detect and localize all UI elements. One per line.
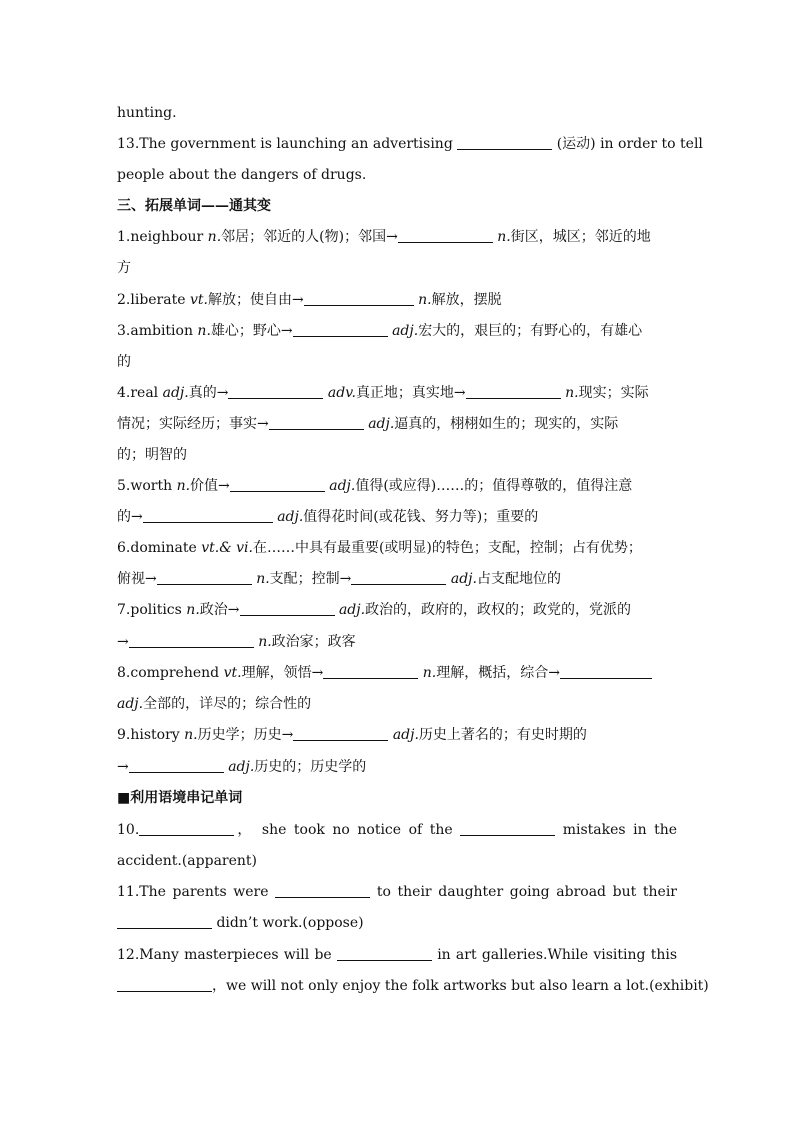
- section-heading: [117, 788, 677, 808]
- word: 6.dominate: [117, 540, 197, 556]
- item-4-line: [117, 383, 677, 403]
- definition: 价值→: [190, 478, 230, 494]
- answer-blank[interactable]: [129, 758, 224, 773]
- word: 4.real: [117, 385, 159, 401]
- text-line: [117, 445, 677, 465]
- definition: 支配；控制→: [269, 571, 352, 587]
- pos: adj.: [162, 385, 189, 401]
- definition: 宏大的，艰巨的；有野心的，有雄心: [418, 323, 643, 339]
- definition: 情况；实际经历；事实→: [117, 416, 269, 432]
- definition: 理解，领悟→: [241, 665, 324, 681]
- definition: 政治的，政府的，政权的；政党的，党派的: [365, 602, 632, 618]
- definition: 现实；实际: [578, 385, 649, 401]
- pos: n.: [186, 602, 200, 618]
- pos: adv.: [327, 385, 356, 401]
- item-1-line: [117, 227, 677, 247]
- answer-blank[interactable]: [323, 664, 418, 679]
- item-3-line: [117, 321, 677, 341]
- pos: n.: [422, 665, 437, 681]
- text: to their daughter going abroad but their: [376, 884, 677, 900]
- answer-blank[interactable]: [230, 477, 325, 492]
- answer-blank[interactable]: [304, 291, 414, 306]
- arrow: →: [117, 759, 129, 775]
- text: people about the dangers of drugs.: [117, 167, 367, 183]
- text: didn’t work.(oppose): [216, 915, 364, 931]
- answer-blank[interactable]: [143, 508, 273, 523]
- definition: 解放，摆脱: [431, 292, 502, 308]
- definition: 在……中具有最重要(或明显)的特色；支配，控制；占有优势；: [252, 540, 642, 556]
- arrow: →: [117, 634, 129, 650]
- definition: 解放；使自由→: [207, 292, 304, 308]
- text-line: [117, 757, 677, 777]
- word: 2.liberate: [117, 292, 186, 308]
- answer-blank[interactable]: [457, 135, 552, 150]
- definition: 的→: [117, 509, 143, 525]
- item-7-line: [117, 600, 677, 620]
- pos: n.: [418, 292, 432, 308]
- answer-blank[interactable]: [139, 821, 234, 836]
- pos: n.: [256, 571, 270, 587]
- definition: 历史学；历史→: [197, 727, 294, 743]
- pos: adj.: [228, 759, 255, 775]
- text-line: [117, 694, 677, 714]
- definition: 值得(或应得)……的；值得尊敬的，值得注意: [355, 478, 633, 494]
- pos: adj.: [329, 478, 356, 494]
- exercise-10-line: [117, 820, 677, 840]
- definition: 政治→: [199, 602, 240, 618]
- pos: adj.: [117, 696, 144, 712]
- text: 12.Many masterpieces will be: [117, 947, 332, 963]
- word: 5.worth: [117, 478, 173, 494]
- answer-blank[interactable]: [293, 726, 388, 741]
- text-line: [117, 414, 677, 434]
- pos: adj.: [392, 323, 419, 339]
- exercise-12-line: [117, 945, 677, 965]
- item-6-line: [117, 538, 677, 558]
- answer-blank[interactable]: [398, 228, 493, 243]
- definition: 理解，概括，综合→: [436, 665, 560, 681]
- pos: n.: [207, 229, 222, 245]
- text: 13.The government is launching an advertising: [117, 136, 453, 152]
- text: in art galleries.While visiting this: [437, 947, 678, 963]
- exercise-11-line: [117, 882, 677, 902]
- text-line: [117, 913, 677, 933]
- answer-blank[interactable]: [560, 664, 652, 679]
- pos: adj.: [338, 602, 366, 618]
- definition: 逼真的，栩栩如生的；现实的，实际: [394, 416, 619, 432]
- text: accident.(apparent): [117, 853, 258, 869]
- text-line: [117, 258, 677, 278]
- pos: n.: [258, 634, 272, 650]
- word: 9.history: [117, 727, 180, 743]
- pos: vt.: [223, 665, 242, 681]
- text: hunting.: [117, 105, 177, 121]
- answer-blank[interactable]: [466, 384, 561, 399]
- definition: 街区，城区；邻近的地: [510, 229, 651, 245]
- definition: 真正地；真实地→: [355, 385, 466, 401]
- text: 的: [117, 354, 131, 370]
- answer-blank[interactable]: [117, 977, 212, 992]
- text-line: [117, 569, 677, 589]
- answer-blank[interactable]: [240, 601, 335, 616]
- definition: 占支配地位的: [476, 571, 561, 587]
- text: ， she took no notice of the: [234, 822, 453, 838]
- item-5-line: [117, 476, 677, 496]
- word: 8.comprehend: [117, 665, 220, 681]
- pos: n.: [497, 229, 511, 245]
- text: 11.The parents were: [117, 884, 269, 900]
- answer-blank[interactable]: [129, 633, 254, 648]
- pos: adj.: [450, 571, 477, 587]
- word: 1.neighbour: [117, 229, 204, 245]
- pos: n.: [184, 727, 198, 743]
- answer-blank[interactable]: [228, 384, 323, 399]
- definition: 全部的，详尽的；综合性的: [143, 696, 312, 712]
- text-line: [117, 103, 677, 123]
- answer-blank[interactable]: [337, 946, 432, 961]
- text: mistakes in the: [562, 822, 678, 838]
- pos: n.: [565, 385, 579, 401]
- heading-text: ■利用语境串记单词: [117, 790, 243, 806]
- answer-blank[interactable]: [293, 322, 388, 337]
- pos: adj.: [392, 727, 419, 743]
- exercise-13-line: [117, 134, 703, 154]
- answer-blank[interactable]: [269, 415, 364, 430]
- answer-blank[interactable]: [275, 883, 370, 898]
- pos: adj.: [368, 416, 395, 432]
- text-line: [117, 632, 677, 652]
- item-9-line: [117, 725, 677, 745]
- item-8-line: [117, 663, 677, 683]
- definition: 历史上著名的；有史时期的: [418, 727, 587, 743]
- definition: 值得花时间(或花钱、努力等)；重要的: [303, 509, 539, 525]
- text: ，we will not only enjoy the folk artworks but also learn a lot.(exhibit): [212, 978, 709, 994]
- word: 7.politics: [117, 602, 182, 618]
- text-line: [117, 976, 709, 996]
- pos: n.: [197, 323, 211, 339]
- word: 3.ambition: [117, 323, 193, 339]
- pos: vt.& vi.: [201, 540, 253, 556]
- text-line: [117, 352, 677, 372]
- text-line: [117, 851, 677, 871]
- definition: 历史的；历史学的: [254, 759, 367, 775]
- pos: adj.: [277, 509, 304, 525]
- answer-blank[interactable]: [460, 821, 555, 836]
- text: 的；明智的: [117, 447, 187, 463]
- text-line: [117, 507, 677, 527]
- answer-blank[interactable]: [351, 570, 446, 585]
- text: 10.: [117, 822, 140, 838]
- definition: 政治家；政客: [271, 634, 356, 650]
- text: (运动) in order to tell: [556, 136, 703, 152]
- pos: vt.: [189, 292, 208, 308]
- section-heading: [117, 196, 677, 216]
- answer-blank[interactable]: [157, 570, 252, 585]
- heading-text: 三、拓展单词——通其变: [117, 198, 271, 214]
- text: 方: [117, 260, 131, 276]
- definition: 雄心；野心→: [210, 323, 293, 339]
- definition: 邻居；邻近的人(物)；邻国→: [221, 229, 398, 245]
- definition: 真的→: [188, 385, 229, 401]
- item-2-line: [117, 290, 677, 310]
- text-line: [117, 165, 677, 185]
- answer-blank[interactable]: [117, 914, 212, 929]
- definition: 俯视→: [117, 571, 157, 587]
- pos: n.: [176, 478, 191, 494]
